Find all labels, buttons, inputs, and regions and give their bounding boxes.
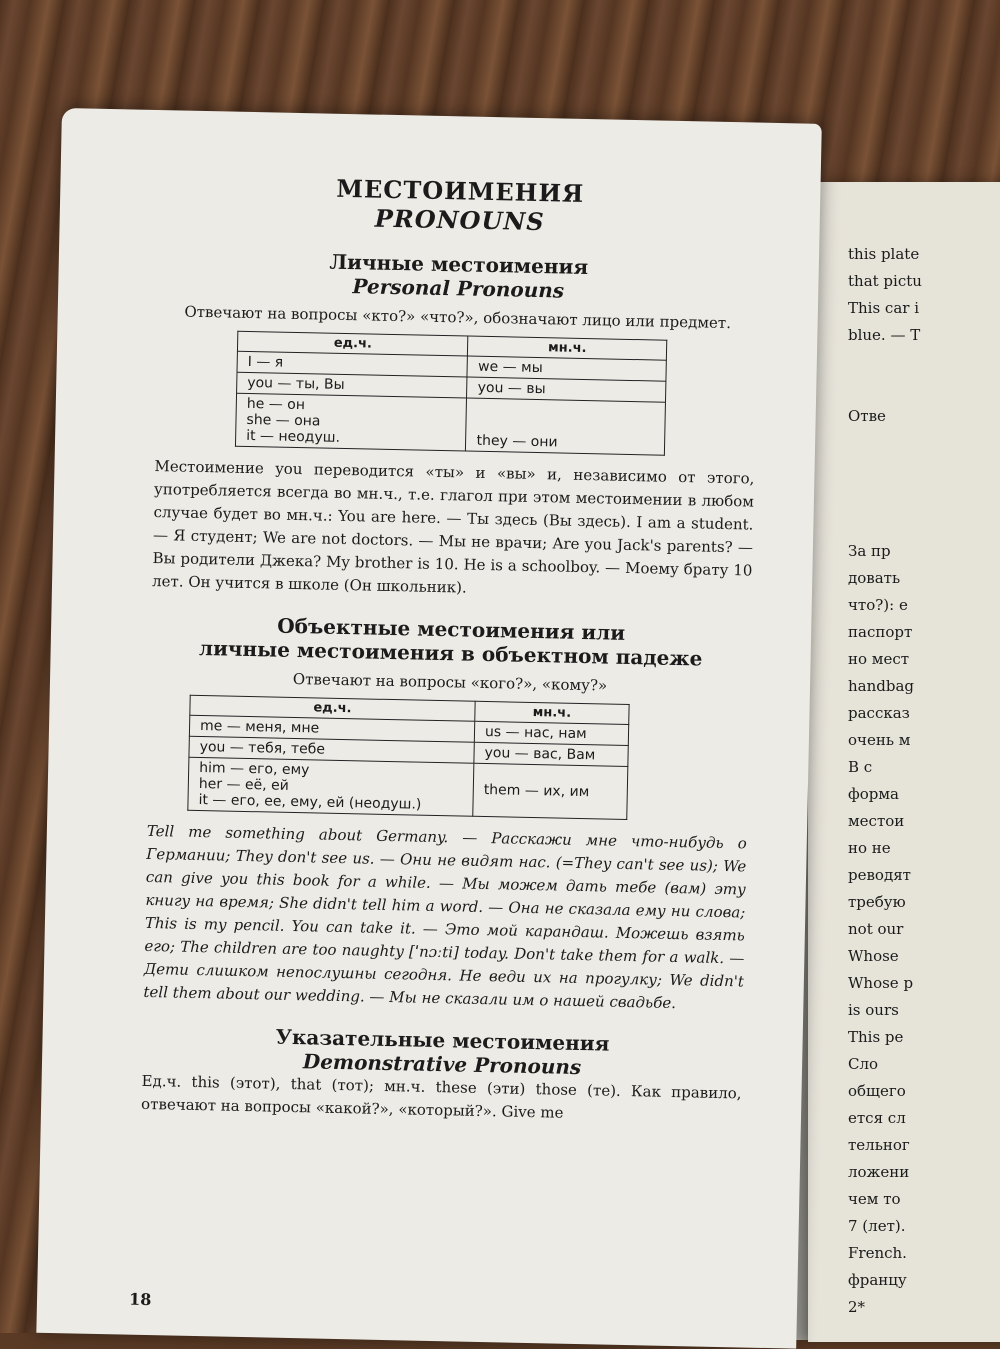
right-page-line: За пр: [848, 542, 891, 560]
cell-line: she — она: [246, 411, 321, 430]
left-page: [36, 108, 821, 1349]
right-page-line: that pictu: [848, 272, 922, 290]
right-page-line: францу: [848, 1271, 907, 1289]
right-page-line: handbag: [848, 677, 915, 695]
right-page-line: ется сл: [848, 1109, 906, 1127]
section-object-title-2: личные местоимения в объектном падеже: [198, 635, 703, 671]
section-object-text: Tell me something about Germany. — Расскажи мне что-нибудь о Германии; They don't see us. — Они не видят нас. (=They can't see us); We can give you this book for a while. — Мы можем дать тебе (вам) эту книгу на время; She didn't tell him a word. — Она не сказала ему ни слова; This is my pencil. You can take it. — Это мой карандаш. Можешь взять его; The children are too naughty [ˈnɔːti] today. Don't take them for a walk. — Дети слишком непослушны сегодня. Не веди их на прогулку; We didn't tell them about our wedding. — Мы не сказали им о нашей свадьбе.: [143, 821, 747, 1013]
right-page-line: ложени: [848, 1163, 910, 1181]
table-cell: you — тебя, тебе: [189, 736, 474, 763]
table-cell: [235, 393, 467, 451]
right-page-line: рассказ: [848, 704, 910, 722]
table-cell: [188, 757, 474, 816]
right-page-line: тельног: [848, 1136, 910, 1154]
section-object-title-1: Объектные местоимения или: [276, 613, 626, 645]
table-header: ед.ч.: [237, 331, 468, 356]
table-cell: they — они: [466, 398, 666, 455]
section-personal-text: Местоимение you переводится «ты» и «вы» и, независимо от этого, употребляется всегда во мн.ч., т.е. глагол при этом местоимении в любом случае будет во мн.ч.: You are here. — Ты здесь (Вы здесь). I am a student. — Я студент; We are not doctors. — Мы не врачи; Are you Jack's parents? — Вы родители Джека? My brother is 10. He is a schoolboy. — Моему брату 10 лет. Он учится в школе (Он школьник).: [151, 457, 755, 597]
cell-line: him — его, ему: [199, 760, 310, 779]
section-object-lead: Отвечают на вопросы «кого?», «кому?»: [292, 669, 608, 695]
table-cell: you — вы: [467, 377, 666, 402]
table-header: мн.ч.: [475, 701, 629, 724]
right-page-line: но мест: [848, 650, 910, 668]
object-pronouns-table: [187, 695, 629, 820]
section-demonstrative-title: Указательные местоимения: [275, 1024, 610, 1056]
right-page-line: Whose p: [848, 974, 914, 992]
right-page-line: но не: [848, 839, 891, 857]
table-cell: me — меня, мне: [189, 715, 474, 742]
table-cell: we — мы: [467, 356, 666, 381]
right-page-line: форма: [848, 785, 899, 803]
right-page-line: довать: [848, 569, 901, 587]
right-page-line: Отве: [848, 407, 886, 425]
cell-line: her — её, ей: [198, 776, 290, 794]
section-demonstrative-title-en: Demonstrative Pronouns: [302, 1049, 582, 1080]
right-page-line: This car i: [848, 299, 920, 317]
page-title: МЕСТОИМЕНИЯ: [336, 173, 585, 208]
table-cell: them — их, им: [473, 763, 628, 819]
right-page-line: Whose: [848, 947, 899, 965]
right-page: [808, 182, 1000, 1342]
table-cell: us — нас, нам: [474, 721, 628, 745]
right-page-line: В с: [848, 758, 873, 776]
cell-line: it — его, ее, ему, ей (неодуш.): [198, 792, 422, 813]
section-personal-lead: Отвечают на вопросы «кто?» «что?», обозначают лицо или предмет.: [184, 302, 732, 333]
right-page-line: This pe: [848, 1028, 904, 1046]
right-page-line: очень м: [848, 731, 911, 749]
page-number: 18: [128, 1289, 152, 1310]
section-personal-title: Личные местоимения: [329, 249, 589, 280]
right-page-line: местои: [848, 812, 905, 830]
page-title-en: PRONOUNS: [374, 203, 545, 237]
personal-pronouns-table: [235, 331, 667, 456]
right-page-line: чем то: [848, 1190, 901, 1208]
right-page-line: is ours: [848, 1001, 899, 1019]
right-page-line: реводят: [848, 866, 911, 884]
table-cell: you — вас, Вам: [474, 742, 628, 766]
right-page-line: blue. — T: [848, 326, 921, 344]
table-header: мн.ч.: [468, 336, 667, 360]
right-page-line: паспорт: [848, 623, 913, 641]
cell-line: he — он: [246, 395, 306, 414]
table-header: ед.ч.: [190, 695, 475, 721]
right-page-line: French.: [848, 1244, 907, 1262]
right-page-line: что?): е: [848, 596, 908, 614]
page-content: [141, 170, 761, 1128]
section-personal-title-en: Personal Pronouns: [352, 274, 565, 303]
right-page-line: Сло: [848, 1055, 879, 1073]
right-page-line: 2*: [848, 1298, 866, 1316]
cell-line: it — неодуш.: [246, 427, 341, 446]
right-page-line: this plate: [848, 245, 920, 263]
right-page-line: требую: [848, 893, 906, 911]
section-demonstrative-text: Ед.ч. this (этот), that (тот); мн.ч. these (эти) those (те). Как правило, отвечают на вопросы «какой?», «который?». Give me: [140, 1071, 742, 1122]
table-cell: you — ты, Вы: [237, 372, 468, 398]
right-page-line: общего: [848, 1082, 906, 1100]
right-page-line: 7 (лет).: [848, 1217, 906, 1235]
table-cell: I — я: [237, 351, 468, 377]
right-page-line: not our: [848, 920, 904, 938]
